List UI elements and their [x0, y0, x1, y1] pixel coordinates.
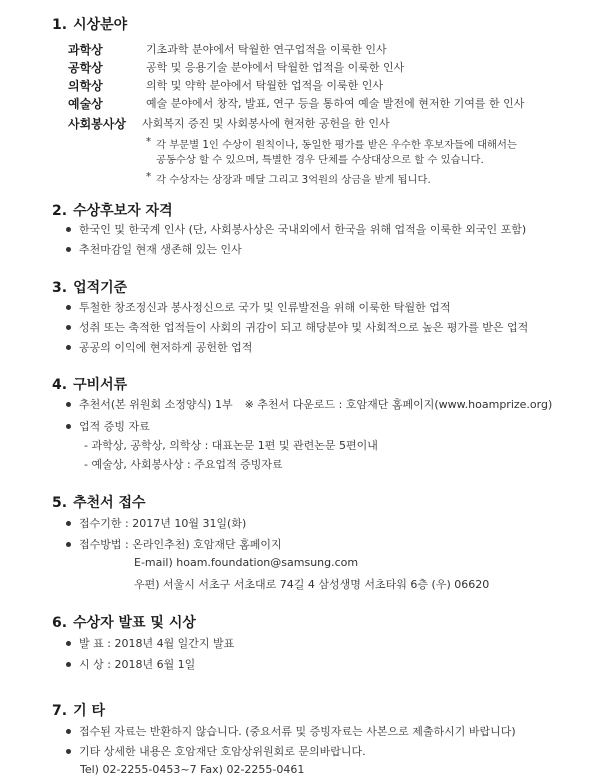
- section-number: 6.: [52, 615, 68, 631]
- bullet-icon: [66, 325, 71, 330]
- section-number: 1.: [52, 17, 68, 33]
- bullet-icon: [66, 227, 71, 232]
- bullet-icon: [66, 424, 71, 429]
- section-title-text: 추천서 접수: [73, 495, 146, 511]
- section-number: 7.: [52, 703, 68, 719]
- bullet-icon: [66, 542, 71, 547]
- list-item-text: 투철한 창조정신과 봉사정신으로 국가 및 인류발전을 위해 이룩한 탁월한 업적: [79, 301, 451, 314]
- list-item-text: 한국인 및 한국계 인사 (단, 사회봉사상은 국내외에서 한국을 위해 업적을 이룩한 외국인 포함): [79, 223, 527, 236]
- note-line: 공동수상 할 수 있으며, 특별한 경우 단체를 수상대상으로 할 수 있습니다.: [156, 154, 484, 166]
- section-title-5: [52, 492, 146, 512]
- bullet-icon: [66, 402, 71, 407]
- list-item: [66, 723, 516, 739]
- note-line: 각 부문별 1인 수상이 원칙이나, 동일한 평가를 받은 우수한 후보자들에 대해서는: [156, 139, 517, 151]
- sub-item: - 예술상, 사회봉사상 : 주요업적 증빙자료: [84, 458, 283, 471]
- award-name-science: 과학상: [68, 43, 103, 57]
- section-number: 3.: [52, 280, 68, 296]
- section-number: 2.: [52, 203, 68, 219]
- section-title-1: [52, 14, 127, 34]
- bullet-icon: [66, 729, 71, 734]
- list-item-text: 추천서(본 위원회 소정양식) 1부: [79, 398, 233, 411]
- award-desc-medicine: 의학 및 약학 분야에서 탁월한 업적을 이룩한 인사: [146, 79, 383, 92]
- list-item-text: 발 표 : 2018년 4월 일간지 발표: [79, 637, 235, 650]
- bullet-icon: [66, 641, 71, 646]
- list-item-text: 접수된 자료는 반환하지 않습니다. (중요서류 및 증빙자료는 사본으로 제출하시기 바랍니다): [79, 725, 516, 738]
- section-title-text: 수상후보자 자격: [73, 203, 173, 219]
- bullet-icon: [66, 662, 71, 667]
- bullet-icon: [66, 247, 71, 252]
- list-item: [66, 299, 451, 315]
- bullet-icon: [66, 305, 71, 310]
- section-title-text: 기 타: [73, 703, 105, 719]
- list-item-text: 기타 상세한 내용은 호암재단 호암상위원회로 문의바랍니다.: [79, 745, 366, 758]
- list-item-text: 시 상 : 2018년 6월 1일: [79, 658, 196, 671]
- section-title-text: 시상분야: [73, 17, 128, 33]
- email-line: E-mail) hoam.foundation@samsung.com: [134, 556, 359, 569]
- note-line: 각 수상자는 상장과 메달 그리고 3억원의 상금을 받게 됩니다.: [156, 174, 431, 186]
- section-title-text: 구비서류: [73, 377, 128, 393]
- list-item-text: 업적 증빙 자료: [79, 420, 150, 433]
- list-item-text: 성취 또는 축적한 업적들이 사회의 귀감이 되고 해당분야 및 사회적으로 높은 평가를 받은 업적: [79, 321, 529, 334]
- list-item: [66, 418, 150, 434]
- list-item: [66, 536, 282, 552]
- list-item: [66, 635, 234, 651]
- award-name-medicine: 의학상: [68, 79, 103, 93]
- bullet-icon: [66, 345, 71, 350]
- list-item: [66, 319, 528, 335]
- award-name-community-service: 사회봉사상: [68, 117, 126, 131]
- list-item: [66, 221, 526, 237]
- section-title-text: 수상자 발표 및 시상: [73, 615, 196, 631]
- section-title-text: 업적기준: [73, 280, 128, 296]
- bullet-icon: [66, 749, 71, 754]
- note-mark: *: [146, 171, 152, 183]
- award-desc-engineering: 공학 및 응용기술 분야에서 탁월한 업적을 이룩한 인사: [146, 61, 405, 74]
- section-title-4: [52, 374, 127, 394]
- list-item: [66, 339, 252, 355]
- sub-item: - 과학상, 공학상, 의학상 : 대표논문 1편 및 관련논문 5편이내: [84, 439, 378, 452]
- note-mark: *: [146, 136, 152, 148]
- award-desc-science: 기초과학 분야에서 탁월한 연구업적을 이룩한 인사: [146, 43, 387, 56]
- contact-line: Tel) 02-2255-0453~7 Fax) 02-2255-0461: [80, 763, 305, 776]
- award-desc-arts: 예술 분야에서 창작, 발표, 연구 등을 통하여 예술 발전에 현저한 기여를 한 인사: [146, 97, 525, 110]
- list-item-text: 접수기한 : 2017년 10월 31일(화): [79, 517, 247, 530]
- list-item: [66, 656, 195, 672]
- list-item: [66, 241, 242, 257]
- postal-address-line: 우편) 서울시 서초구 서초대로 74길 4 삼성생명 서초타워 6층 (우) 06620: [134, 578, 490, 591]
- bullet-icon: [66, 521, 71, 526]
- award-name-engineering: 공학상: [68, 61, 103, 75]
- list-item: [66, 743, 366, 759]
- list-item: [66, 396, 552, 412]
- award-name-arts: 예술상: [68, 97, 103, 111]
- section-title-2: [52, 200, 173, 220]
- section-title-7: [52, 700, 105, 720]
- list-item-text: 공공의 이익에 현저하게 공헌한 업적: [79, 341, 253, 354]
- list-item-text: 추천마감일 현재 생존해 있는 인사: [79, 243, 242, 256]
- section-title-6: [52, 612, 196, 632]
- section-title-3: [52, 277, 127, 297]
- section-number: 4.: [52, 377, 68, 393]
- award-desc-community-service: 사회복지 증진 및 사회봉사에 현저한 공헌을 한 인사: [142, 117, 390, 130]
- list-item-text: 접수방법 : 온라인추천) 호암재단 홈페이지: [79, 538, 282, 551]
- list-item: [66, 515, 246, 531]
- section-number: 5.: [52, 495, 68, 511]
- download-note: ※ 추천서 다운로드 : 호암재단 홈페이지(www.hoamprize.org): [244, 398, 553, 411]
